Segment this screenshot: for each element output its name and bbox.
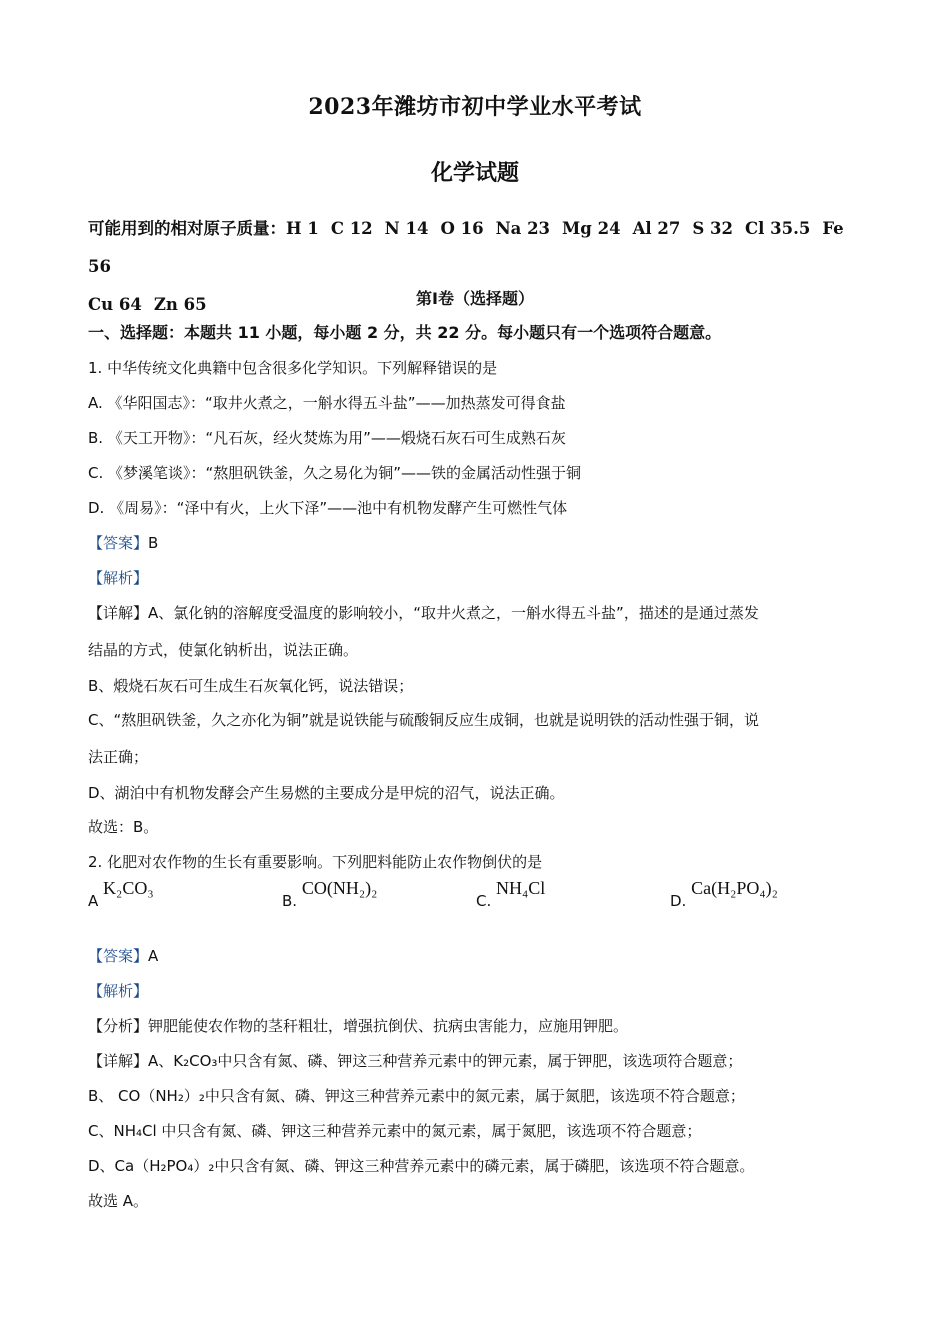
q2-option-b [282, 878, 378, 911]
q1-detail-line: D、湖泊中有机物发酵会产生易燃的主要成分是甲烷的沼气，说法正确。 [88, 784, 565, 802]
q1-detail-line: C、“熬胆矾铁釜，久之亦化为铜”就是说铁能与硫酸铜反应生成铜，也就是说明铁的活动性强于铜，说 [88, 711, 760, 729]
detail-tag: 【详解】 [88, 604, 149, 622]
q2-answer [88, 945, 860, 967]
mass-item: Cl 35.5 [744, 219, 811, 238]
mass-item: S 32 [692, 219, 733, 238]
q1-option-a: A. 《华阳国志》：“取井火煮之，一斛水得五斗盐”——加热蒸发可得食盐 [88, 394, 566, 412]
q1-option-d: D. 《周易》：“泽中有火，上火下泽”——池中有机物发酵产生可燃性气体 [88, 499, 568, 517]
mass-item: Cu 64 [88, 295, 142, 314]
mass-item: C 12 [330, 219, 373, 238]
mass-item: O 16 [440, 219, 484, 238]
atomic-masses-line1 [88, 210, 870, 286]
option-letter: B. [282, 892, 298, 910]
option-formula: NH₄Cl [496, 878, 546, 898]
q1-detail-line: 结晶的方式，使氯化钠析出，说法正确。 [88, 641, 359, 659]
section-title: 一、选择题：本题共 11 小题，每小题 2 分，共 22 分。每小题只有一个选项符合题意。 [88, 323, 722, 342]
answer-tag: 【答案】 [88, 947, 149, 965]
q2-detail-line: 故选 A。 [88, 1192, 149, 1210]
answer-value: A [148, 947, 159, 965]
option-formula: CO(NH₂)₂ [301, 878, 378, 898]
mass-item: Fe 56 [88, 219, 844, 276]
q1-detail-line: 法正确； [88, 748, 149, 766]
q1-answer [88, 532, 860, 554]
option-letter: A [88, 892, 99, 910]
answer-tag: 【答案】 [88, 534, 149, 552]
q1-analysis-tag: 【解析】 [88, 569, 149, 587]
q1-option-b: B. 《天工开物》：“凡石灰，经火焚炼为用”——煅烧石灰石可生成熟石灰 [88, 429, 566, 447]
mass-item: Zn 65 [153, 295, 207, 314]
mass-item: Na 23 [495, 219, 551, 238]
q1-detail-line: 故选：B。 [88, 818, 159, 836]
option-formula: K₂CO₃ [103, 878, 154, 898]
q2-option-a [88, 878, 154, 911]
exam-title: 2023年潍坊市初中学业水平考试 [308, 94, 642, 120]
detail-text: A、K₂CO₃中只含有氮、磷、钾这三种营养元素中的钾元素，属于钾肥，该选项符合题意； [148, 1052, 743, 1070]
q2-analysis-tag: 【解析】 [88, 982, 149, 1000]
exam-subtitle: 化学试题 [430, 160, 519, 186]
q2-option-c [476, 878, 546, 911]
answer-value: B [148, 534, 159, 552]
detail-tag: 【详解】 [88, 1052, 149, 1070]
q2-detail-line: D、Ca（H₂PO₄）₂中只含有氮、磷、钾这三种营养元素中的磷元素，属于磷肥，该选项不符合题意。 [88, 1157, 755, 1175]
part-title: 第Ⅰ卷（选择题） [416, 289, 534, 308]
mass-item: Mg 24 [562, 219, 621, 238]
q1-option-c: C. 《梦溪笔谈》：“熬胆矾铁釜，久之易化为铜”——铁的金属活动性强于铜 [88, 464, 582, 482]
option-letter: C. [476, 892, 492, 910]
q2-stem: 2. 化肥对农作物的生长有重要影响。下列肥料能防止农作物倒伏的是 [88, 853, 543, 871]
q1-detail-line: B、煅烧石灰石可生成生石灰氧化钙，说法错误； [88, 677, 414, 695]
mass-item: H 1 [286, 219, 319, 238]
mass-item: Al 27 [632, 219, 681, 238]
mass-item: N 14 [384, 219, 429, 238]
option-formula: Ca(H₂PO₄)₂ [691, 878, 778, 898]
analyze-text: 钾肥能使农作物的茎秆粗壮，增强抗倒伏、抗病虫害能力，应施用钾肥。 [148, 1017, 629, 1035]
q1-detail-line [88, 602, 860, 624]
detail-text: A、氯化钠的溶解度受温度的影响较小，“取井火煮之，一斛水得五斗盐”，描述的是通过蒸发 [148, 604, 759, 622]
analyze-tag: 【分析】 [88, 1017, 149, 1035]
q2-detail-line: B、 CO（NH₂）₂中只含有氮、磷、钾这三种营养元素中的氮元素，属于氮肥，该选项不符合题意； [88, 1087, 745, 1105]
q1-stem: 1. 中华传统文化典籍中包含很多化学知识。下列解释错误的是 [88, 359, 498, 377]
atomic-masses-label: 可能用到的相对原子质量： [88, 219, 286, 238]
q2-detail-line [88, 1050, 860, 1072]
option-letter: D. [670, 892, 687, 910]
q2-detail-line: C、NH₄Cl 中只含有氮、磷、钾这三种营养元素中的氮元素，属于氮肥，该选项不符合题意； [88, 1122, 702, 1140]
q2-analyze-line [88, 1015, 860, 1037]
q2-option-d [670, 878, 778, 911]
